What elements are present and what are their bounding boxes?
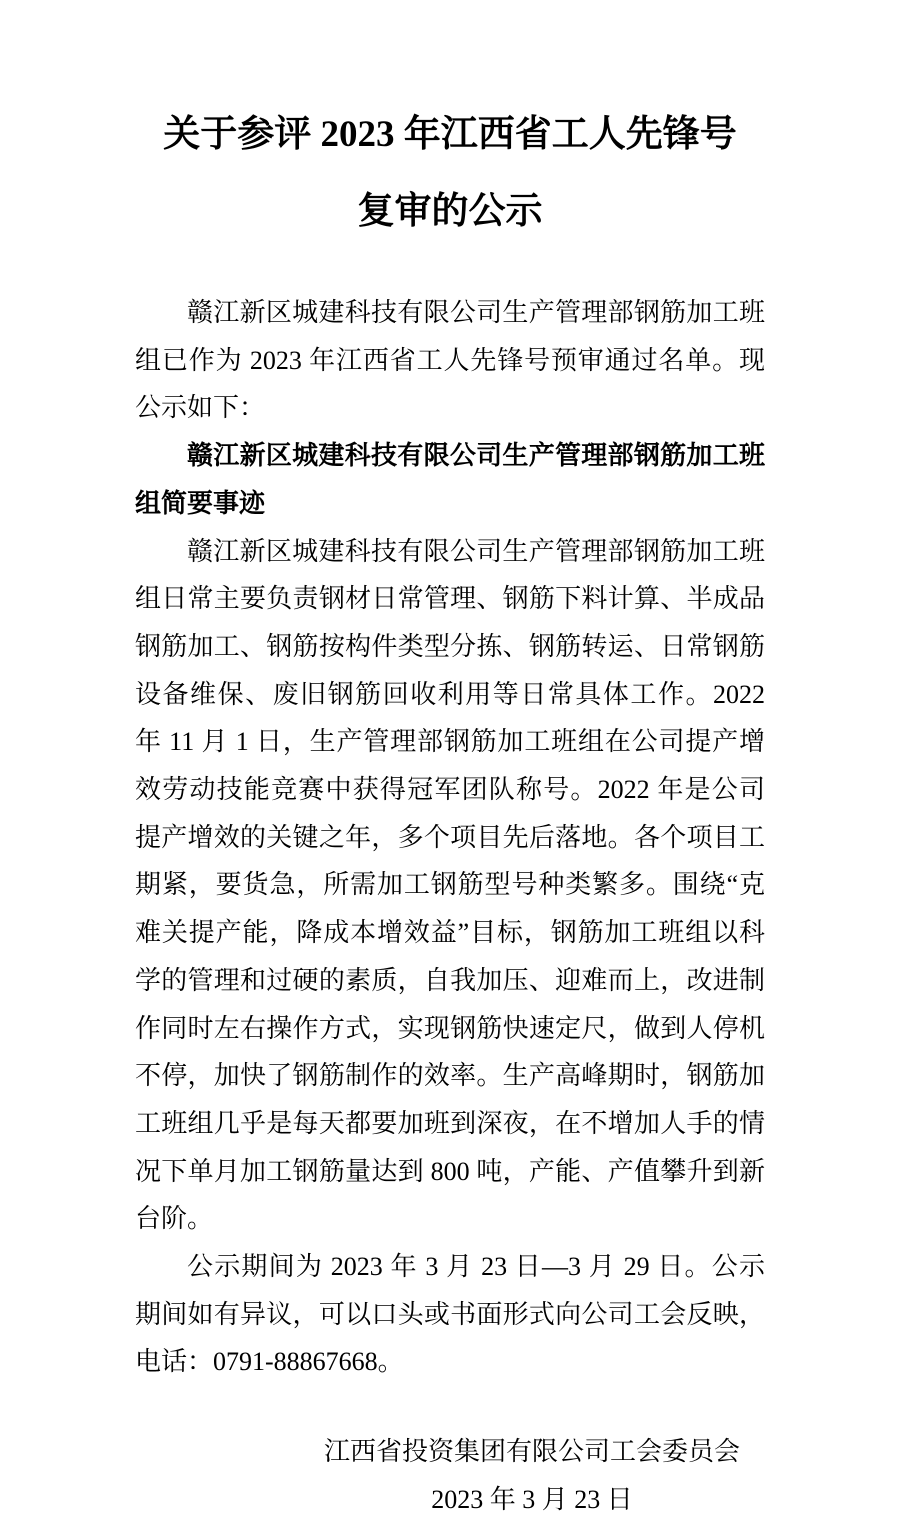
document-title [135,96,765,250]
document-body [135,289,765,1386]
signature-date: 2023 年 3 月 23 日 [431,1485,633,1515]
signature-block [324,1428,740,1524]
document-title-line-2: 复审的公示 [357,191,543,232]
document-title-line-1: 关于参评 2023 年江西省工人先锋号 [163,114,737,155]
signature-organization: 江西省投资集团有限公司工会委员会 [323,1437,740,1467]
section-heading-brief-deeds: 赣江新区城建科技有限公司生产管理部钢筋加工班组简要事迹 [135,440,765,518]
paragraph-intro: 赣江新区城建科技有限公司生产管理部钢筋加工班组已作为 2023 年江西省工人先锋号预审通过名单。现公示如下： [135,298,765,423]
paragraph-deeds: 赣江新区城建科技有限公司生产管理部钢筋加工班组日常主要负责钢材日常管理、钢筋下料计算、半成品钢筋加工、钢筋按构件类型分拣、钢筋转运、日常钢筋设备维保、废旧钢筋回收利用等日常具体工作。2022 年 11 月 1 日，生产管理部钢筋加工班组在公司提产增效劳动技能竞赛中获得冠军团队称号。2022 年是公司提产增效的关键之年，多个项目先后落地。各个项目工期紧，要货急，所需加工钢筋型号种类繁多。围绕“克难关提产能，降成本增效益”目标，钢筋加工班组以科学的管理和过硬的素质，自我加压、迎难而上，改进制作同时左右操作方式，实现钢筋快速定尺，做到人停机不停，加快了钢筋制作的效率。生产高峰期时，钢筋加工班组几乎是每天都要加班到深夜，在不增加人手的情况下单月加工钢筋量达到 800 吨，产能、产值攀升到新台阶。 [135,536,765,1234]
paragraph-notice-period: 公示期间为 2023 年 3 月 23 日—3 月 29 日。公示期间如有异议，可以口头或书面形式向公司工会反映，电话：0791-88867668。 [135,1252,765,1377]
